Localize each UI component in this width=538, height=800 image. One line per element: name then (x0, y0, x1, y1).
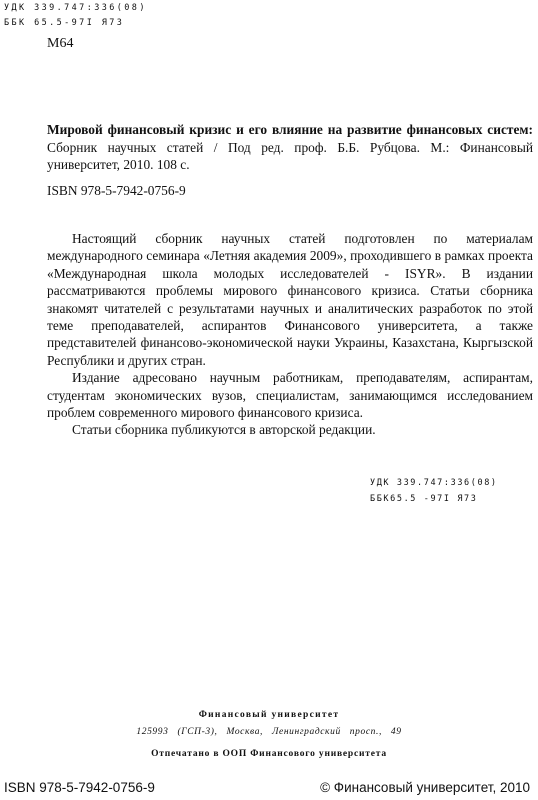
publisher-name: Финансовый университет (198, 710, 340, 720)
bibliographic-description (47, 121, 533, 174)
isbn-bottom: ISBN 978-5-7942-0756-9 (4, 780, 155, 795)
udk-code-top: УДК 339.747:336(08) (4, 3, 147, 13)
annotation (47, 230, 533, 439)
annotation-paragraph: Статьи сборника публикуются в авторской редакции. (72, 422, 376, 438)
copyright: © Финансовый университет, 2010 (320, 780, 530, 795)
printed-by: Отпечатано в ООП Финансового университета (151, 749, 387, 759)
publisher-address: 125993 (ГСП-3), Москва, Ленинградский просп., 49 (136, 727, 402, 737)
isbn-top: ISBN 978-5-7942-0756-9 (47, 183, 186, 198)
book-title: Мировой финансовый кризис и его влияние на развитие финансовых систем: (47, 122, 533, 137)
annotation-paragraph: Настоящий сборник научных статей подготовлен по материалам международного семинара «Летняя академия 2009», проходившего в рамках проекта «Международная школа молодых исследователей - ISYR». В издании рассматриваются проблемы мирового финансового кризиса. Статьи сборника знакомят читателей с результатами научных и аналитических разработок по этой теме преподавателей, аспирантов Финансового университета, а также представителей финансово-экономической науки Украины, Казахстана, Кыргызской Республики и других стран. (47, 231, 533, 368)
annotation-paragraph: Издание адресовано научным работникам, преподавателям, аспирантам, студентам экономических вузов, специалистам, занимающимся исследованием проблем современного мирового финансового кризиса. (47, 370, 533, 421)
udk-code-right: УДК 339.747:336(08) (370, 478, 498, 488)
author-sign: М64 (47, 36, 74, 51)
bbk-code-right: ББК65.5 -97І Я73 (370, 494, 478, 504)
bbk-code-top: ББК 65.5-97І Я73 (4, 18, 125, 28)
bibliographic-rest: Сборник научных статей / Под ред. проф. Б.Б. Рубцова. М.: Финансовый университет, 2010. 108 с. (47, 139, 533, 172)
